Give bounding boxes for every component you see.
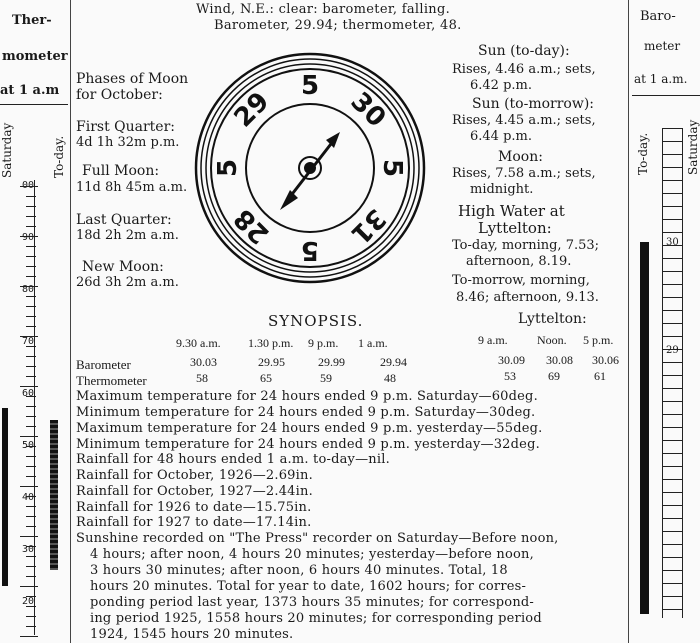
- sun-today-1: Rises, 4.46 a.m.; sets,: [452, 62, 596, 77]
- col-930am: 9.30 a.m.: [176, 336, 221, 350]
- scale-tick: [662, 271, 682, 272]
- col-130pm: 1.30 p.m.: [248, 336, 294, 350]
- right-baro-title-3: at 1 a.m.: [634, 72, 688, 86]
- thermo-noon-lyt: 69: [548, 369, 560, 383]
- thermo-9pm: 59: [320, 371, 332, 385]
- scale-tick: [20, 386, 38, 387]
- first-quarter-value: 4d 1h 32m p.m.: [76, 135, 180, 150]
- sun-tomorrow-2: 6.44 p.m.: [470, 129, 532, 144]
- baro-130pm: 29.95: [258, 355, 285, 369]
- scale-tick: [662, 401, 682, 402]
- scale-number: 70: [22, 336, 35, 347]
- scale-tick: [26, 506, 36, 507]
- scale-tick: [26, 476, 36, 477]
- scale-tick: [26, 616, 36, 617]
- dial-pointer: [286, 140, 334, 202]
- dial-label: 29: [228, 86, 276, 134]
- right-col-today: To-day.: [636, 132, 650, 175]
- dial-label: 5: [213, 158, 243, 178]
- scale-tick: [662, 505, 682, 506]
- record-line: Rainfall for 48 hours ended 1 a.m. to-day—nil.: [76, 452, 390, 467]
- scale-tick: [26, 466, 36, 467]
- scale-tick: [26, 306, 36, 307]
- scale-tick: [662, 336, 682, 337]
- scale-tick: [662, 167, 682, 168]
- sunshine-line: 4 hours; after noon, 4 hours 20 minutes; yesterday—before noon,: [90, 547, 534, 562]
- scale-tick: [26, 226, 36, 227]
- scale-tick: [20, 586, 38, 587]
- thermo-1am: 48: [384, 371, 396, 385]
- scale-tick: [662, 323, 682, 324]
- scale-tick: [26, 196, 36, 197]
- thermo-930am: 58: [196, 371, 208, 385]
- right-baro-top-rule: [632, 95, 700, 96]
- record-line: Rainfall for 1926 to date—15.75in.: [76, 500, 312, 515]
- scale-tick: [662, 583, 682, 584]
- col-5pm-lyt: 5 p.m.: [583, 333, 614, 347]
- dial-label: 31: [344, 202, 392, 250]
- left-today-bar: [50, 420, 58, 570]
- dial-arrow-tail: [280, 190, 298, 210]
- scale-number: 90: [22, 232, 35, 243]
- scale-tick: [26, 206, 36, 207]
- sun-today-2: 6.42 p.m.: [470, 78, 532, 93]
- col-9am-lyt: 9 a.m.: [478, 333, 508, 347]
- scale-tick: [26, 376, 36, 377]
- right-mark-29: 29: [666, 345, 679, 356]
- high-water-tomorrow-1: To-morrow, morning,: [452, 273, 590, 288]
- scale-tick: [26, 276, 36, 277]
- scale-tick: [26, 626, 36, 627]
- sun-today-head: Sun (to-day):: [478, 43, 570, 59]
- sunshine-line: 3 hours 30 minutes; after noon, 6 hours 40 minutes. Total, 18: [90, 563, 508, 578]
- scale-tick: [26, 566, 36, 567]
- high-water-tomorrow-2: 8.46; afternoon, 9.13.: [456, 290, 599, 305]
- scale-number: 60: [22, 388, 35, 399]
- col-9pm: 9 p.m.: [308, 336, 339, 350]
- scale-tick: [26, 356, 36, 357]
- right-mark-30: 30: [666, 237, 679, 248]
- sunshine-line: hours 20 minutes. Total for year to date, 1602 hours; for corres-: [90, 579, 527, 594]
- right-panel-divider: [628, 0, 629, 643]
- last-quarter-label: Last Quarter:: [76, 212, 172, 228]
- sunshine-line: 1924, 1545 hours 20 minutes.: [90, 627, 294, 642]
- col-1am: 1 a.m.: [358, 336, 388, 350]
- row-label-thermometer: Thermometer: [76, 373, 147, 388]
- scale-tick: [662, 609, 682, 610]
- scale-tick: [662, 570, 682, 571]
- moon-dial: [194, 50, 426, 286]
- scale-tick: [662, 232, 682, 233]
- new-moon-value: 26d 3h 2m a.m.: [76, 275, 179, 290]
- scale-tick: [26, 216, 36, 217]
- moon-heading-1: Phases of Moon: [76, 71, 189, 87]
- thermo-5pm-lyt: 61: [594, 369, 606, 383]
- left-thermo-top-rule: [0, 104, 68, 105]
- scale-tick: [662, 531, 682, 532]
- scale-tick: [662, 258, 682, 259]
- scale-tick: [20, 486, 38, 487]
- lyttelton-heading: Lyttelton:: [518, 311, 587, 327]
- moon-rise-1: Rises, 7.58 a.m.; sets,: [452, 166, 596, 181]
- scale-tick: [662, 362, 682, 363]
- scale-tick: [26, 456, 36, 457]
- sun-tomorrow-head: Sun (to-morrow):: [472, 96, 595, 112]
- scale-tick: [662, 557, 682, 558]
- row-label-barometer: Barometer: [76, 357, 131, 372]
- left-saturday-bar: [2, 408, 8, 586]
- scale-tick: [26, 416, 36, 417]
- record-line: Maximum temperature for 24 hours ended 9 p.m. Saturday—60deg.: [76, 389, 538, 404]
- scale-tick: [26, 526, 36, 527]
- dial-label: 5: [300, 71, 320, 101]
- right-baro-title-2: meter: [644, 39, 681, 53]
- high-water-today-1: To-day, morning, 7.53;: [452, 238, 600, 253]
- scale-number: 20: [22, 596, 35, 607]
- header-barometer: Barometer, 29.94; thermometer, 48.: [214, 18, 462, 33]
- left-thermo-title-2: mometer: [2, 49, 68, 64]
- baro-930am: 30.03: [190, 355, 217, 369]
- scale-tick: [662, 310, 682, 311]
- scale-number: 50: [22, 440, 35, 451]
- scale-tick: [662, 375, 682, 376]
- scale-tick: [662, 128, 682, 129]
- left-col-saturday: Saturday: [0, 122, 14, 178]
- scale-number: 00: [22, 180, 35, 191]
- header-wind: Wind, N.E.: clear: barometer, falling.: [196, 2, 451, 17]
- record-line: Rainfall for October, 1926—2.69in.: [76, 468, 313, 483]
- scale-number: 40: [22, 492, 35, 503]
- scale-tick: [662, 440, 682, 441]
- right-today-bar: [640, 242, 649, 614]
- scale-tick: [662, 518, 682, 519]
- scale-tick: [662, 427, 682, 428]
- sunshine-line: ponding period last year, 1373 hours 35 minutes; for correspond-: [90, 595, 535, 610]
- scale-tick: [662, 453, 682, 454]
- moon-rise-head: Moon:: [498, 149, 543, 165]
- scale-tick: [662, 466, 682, 467]
- dial-label: 28: [228, 202, 276, 250]
- left-col-today: To-day.: [52, 135, 66, 178]
- new-moon-label: New Moon:: [82, 259, 164, 275]
- thermo-130pm: 65: [260, 371, 272, 385]
- scale-tick: [662, 219, 682, 220]
- record-line: Rainfall for October, 1927—2.44in.: [76, 484, 313, 499]
- scale-rail: [662, 128, 663, 618]
- scale-tick: [662, 388, 682, 389]
- scale-tick: [662, 206, 682, 207]
- scale-tick: [26, 516, 36, 517]
- baro-1am: 29.94: [380, 355, 407, 369]
- scale-tick: [662, 414, 682, 415]
- last-quarter-value: 18d 2h 2m a.m.: [76, 228, 179, 243]
- scale-number: 80: [22, 284, 35, 295]
- moon-rise-2: midnight.: [470, 182, 534, 197]
- scale-tick: [662, 596, 682, 597]
- dial-label: 5: [377, 158, 407, 178]
- baro-9pm: 29.99: [318, 355, 345, 369]
- sun-tomorrow-1: Rises, 4.45 a.m.; sets,: [452, 113, 596, 128]
- baro-9am-lyt: 30.09: [498, 353, 525, 367]
- scale-tick: [26, 556, 36, 557]
- scale-tick: [662, 180, 682, 181]
- full-moon-value: 11d 8h 45m a.m.: [76, 180, 188, 195]
- scale-tick: [662, 141, 682, 142]
- high-water-head-1: High Water at: [458, 202, 565, 220]
- moon-heading-2: for October:: [76, 87, 163, 103]
- record-line: Minimum temperature for 24 hours ended 9 p.m. yesterday—32deg.: [76, 437, 540, 452]
- scale-tick: [26, 326, 36, 327]
- sunshine-line: ing period 1925, 1558 hours 20 minutes; for corresponding period: [90, 611, 542, 626]
- scale-tick: [662, 492, 682, 493]
- first-quarter-label: First Quarter:: [76, 119, 175, 135]
- dial-label: 30: [344, 86, 392, 134]
- high-water-head-2: Lyttelton:: [478, 219, 552, 237]
- baro-5pm-lyt: 30.06: [592, 353, 619, 367]
- left-thermo-title-3: at 1 a.m: [0, 83, 60, 98]
- sunshine-line: Sunshine recorded on "The Press" recorder on Saturday—Before noon,: [76, 531, 559, 546]
- scale-tick: [662, 193, 682, 194]
- record-line: Rainfall for 1927 to date—17.14in.: [76, 515, 312, 530]
- scale-number: 30: [22, 544, 35, 555]
- record-line: Maximum temperature for 24 hours ended 9 p.m. yesterday—55deg.: [76, 421, 543, 436]
- scale-tick: [662, 154, 682, 155]
- scale-tick: [26, 406, 36, 407]
- dial-label: 5: [300, 235, 320, 265]
- col-noon-lyt: Noon.: [537, 333, 567, 347]
- right-baro-title-1: Baro-: [640, 9, 676, 24]
- scale-tick: [26, 296, 36, 297]
- scale-tick: [26, 576, 36, 577]
- scale-tick: [26, 366, 36, 367]
- scale-rail: [682, 128, 683, 618]
- scale-tick: [662, 544, 682, 545]
- full-moon-label: Full Moon:: [82, 163, 160, 179]
- baro-noon-lyt: 30.08: [546, 353, 573, 367]
- scale-tick: [20, 436, 38, 437]
- scale-tick: [662, 284, 682, 285]
- high-water-today-2: afternoon, 8.19.: [466, 254, 572, 269]
- scale-tick: [20, 636, 38, 637]
- right-col-saturday: Saturday: [686, 119, 700, 175]
- thermo-9am-lyt: 53: [504, 369, 516, 383]
- scale-tick: [26, 426, 36, 427]
- left-thermo-title-1: Ther-: [12, 13, 52, 28]
- record-line: Minimum temperature for 24 hours ended 9 p.m. Saturday—30deg.: [76, 405, 536, 420]
- left-panel-divider: [70, 0, 71, 643]
- scale-tick: [662, 479, 682, 480]
- scale-tick: [26, 256, 36, 257]
- scale-tick: [26, 246, 36, 247]
- scale-tick: [20, 536, 38, 537]
- synopsis-title: SYNOPSIS.: [268, 312, 364, 330]
- scale-tick: [662, 297, 682, 298]
- scale-tick: [26, 316, 36, 317]
- scale-tick: [26, 266, 36, 267]
